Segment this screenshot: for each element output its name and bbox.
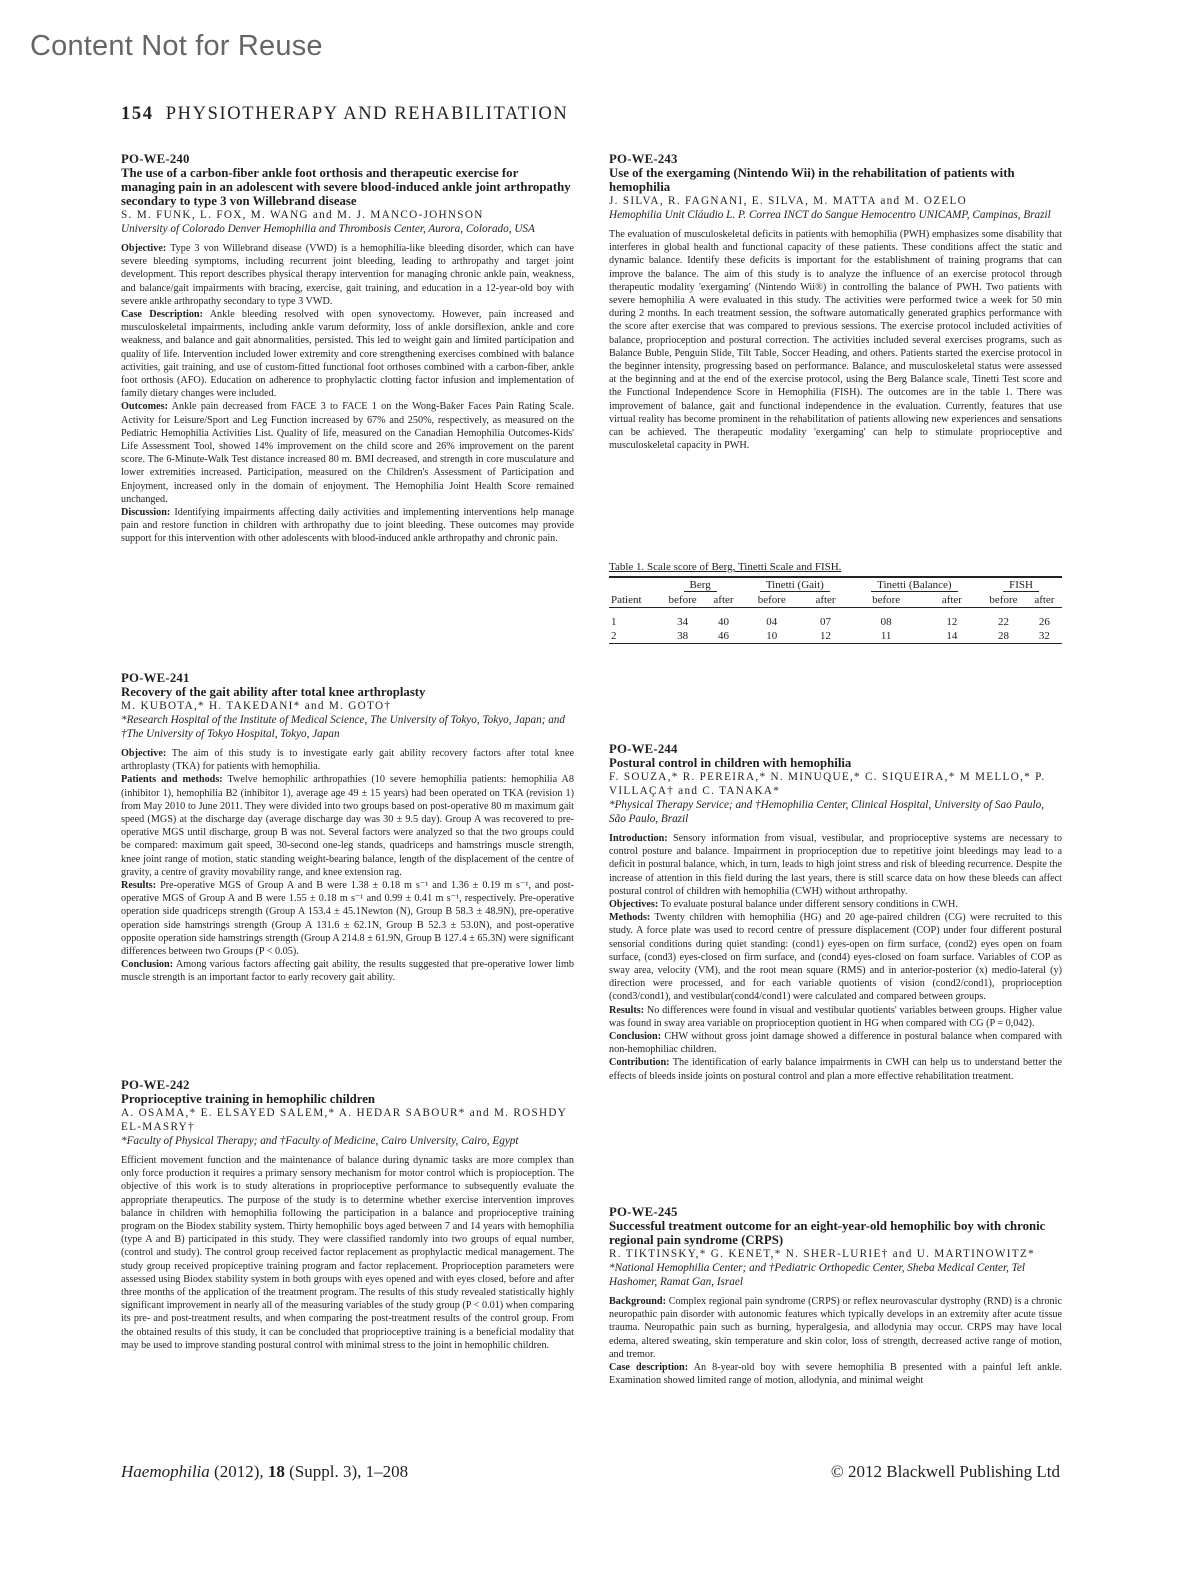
abstract-po-we-241 (121, 671, 574, 985)
journal-citation (121, 1462, 408, 1482)
column-header: before (741, 593, 802, 608)
group-header: Berg (684, 579, 717, 592)
section-label: Contribution: (609, 1057, 670, 1069)
table-cell: 12 (946, 616, 958, 628)
section-label: Conclusion: (121, 959, 174, 971)
abstract-po-we-245 (609, 1205, 1062, 1387)
table-caption: Table 1. Scale score of Berg, Tinetti Scale and FISH. (609, 561, 842, 573)
abstract-affiliation: Hemophilia Unit Cláudio L. P. Correa INCT do Sangue Hemocentro UNICAMP, Campinas, Brazil (609, 209, 1051, 221)
section-label: Case Description: (121, 309, 203, 321)
abstract-body (609, 832, 1062, 1083)
abstract-authors: F. SOUZA,* R. PEREIRA,* N. MINUQUE,* C. SIQUEIRA,* M MELLO,* P. VILLAÇA† and C. TANAKA* (609, 771, 1046, 797)
section-text: Pre-operative MGS of Group A and B were 1.38 ± 0.18 m s⁻¹ and 1.36 ± 0.19 m s⁻¹, and post-operative MGS of Group A and B were 1.55 ± 0.18 m s⁻¹ and 0.99 ± 0.41 m s⁻¹, respectively. Pre-operative operation side quadriceps strength (Group A 153.4 ± 45.1Newton (N), Group B 58.3 ± 48.9N), pre-operative operation side hamstrings strength (Group A 131.6 ± 62.1N, Group B 52.3 ± 53.0N), and post-operative opposite operation side hamstrings strength (Group A 214.8 ± 61.9N, Group B 127.4 ± 65.3N) were significant differences between two Groups (P < 0.05). (121, 880, 574, 958)
table-cell: 34 (677, 616, 689, 628)
journal-volume: 18 (267, 1462, 285, 1481)
abstract-paragraph (121, 879, 574, 958)
abstract-authors: M. KUBOTA,* H. TAKEDANI* and M. GOTO† (121, 700, 392, 712)
column-header: after (924, 593, 981, 608)
table-cell: 07 (820, 616, 832, 628)
running-head (121, 104, 568, 125)
section-text: Identifying impairments affecting daily activities and implementing interventions help manage pain and restore function in children with arthropathy due to joint bleeding. These outcomes may provide support for this intervention with other adolescents with blood-induced ankle arthropathy and chronic pain. (121, 507, 574, 545)
abstract-id: PO-WE-240 (121, 152, 190, 166)
abstract-po-we-240 (121, 152, 574, 546)
abstract-affiliation: *Physical Therapy Service; and †Hemophilia Center, Clinical Hospital, University of Sao Paulo, São Paulo, Brazil (609, 799, 1045, 825)
table-cell: 22 (997, 616, 1009, 628)
results-table (609, 561, 1062, 644)
abstract-title: The use of a carbon-fiber ankle foot orthosis and therapeutic exercise for managing pain in an adolescent with severe blood-induced ankle joint arthropathy secondary to type 3 von Willebrand disease (121, 166, 571, 208)
table-cell: 14 (924, 629, 981, 644)
journal-name: Haemophilia (121, 1462, 210, 1481)
abstract-id: PO-WE-244 (609, 742, 678, 756)
abstract-paragraph (609, 1056, 1062, 1082)
abstract-paragraph (609, 1295, 1062, 1361)
abstract-po-we-243 (609, 152, 1062, 452)
abstract-paragraph (121, 506, 574, 546)
abstract-body (609, 1295, 1062, 1387)
group-header: Tinetti (Balance) (871, 579, 957, 592)
abstract-paragraph (609, 228, 1062, 452)
section-label: Case description: (609, 1362, 689, 1374)
abstract-title: Proprioceptive training in hemophilic children (121, 1092, 376, 1106)
abstract-paragraph (609, 911, 1062, 1003)
table-cell: 28 (980, 629, 1027, 644)
section-text: The evaluation of musculoskeletal deficits in patients with hemophilia (PWH) emphasizes some disability that interferes in global health and functional capacity of these patients. These conditions affect the static and dynamic balance. Identify these deficits is important for the establishment of training programs that can improve the balance. The aim of this study is to analyze the influence of an exercise protocol through therapeutic modality 'exergaming' (Nintendo Wii®) in controlling the balance of PWH. Two patients with severe hemophilia A were evaluated in this study. The activities were performed twice a week for 50 min during 2 months. In each treatment session, the software automatically generated graphics performance with the score after exercise that was compared to previous sessions. The exercise protocol included activities of balance, proprioception and postural correction. The activities included several exercises programs, such as Balance Buble, Penguin Slide, Tilt Table, Soccer Heading, and others. Patients started the exercise protocol in the beginner intensity, progressing based on performance. Balance, and musculoskeletal status were assessed at the beginning and at the end of the exercise protocol, using the Berg Balance scale, Tinetti Test score and the Functional Independence Score in Hemophilia (FISH). The outcomes are in the table 1. There was improvement of balance, gait and functional independence in the evaluation. Currently, features that use virtual reality has become prominent in the rehabilitation of patients allowing new experiences and sensations can be achieved. The therapeutic modality 'exergaming' can help to stimulate proprioceptive and musculoskeletal capacity in PWH. (609, 229, 1062, 452)
abstract-affiliation: *Faculty of Physical Therapy; and †Faculty of Medicine, Cairo University, Cairo, Egypt (121, 1135, 519, 1147)
abstract-authors: A. OSAMA,* E. ELSAYED SALEM,* A. HEDAR SABOUR* and M. ROSHDY EL-MASRY† (121, 1107, 567, 1133)
abstract-po-we-244 (609, 742, 1062, 1083)
abstract-paragraph (121, 773, 574, 879)
abstract-id: PO-WE-241 (121, 671, 190, 685)
abstract-paragraph (121, 308, 574, 400)
page-number: 154 (121, 104, 154, 124)
column-header: before (980, 593, 1027, 608)
watermark: Content Not for Reuse (30, 30, 323, 62)
section-text: The aim of this study is to investigate early gait ability recovery factors after total knee arthroplasty (TKA) for patients with hemophilia. (121, 748, 574, 773)
group-header: FISH (1003, 579, 1039, 592)
section-label: Methods: (609, 912, 651, 924)
section-label: Results: (121, 880, 157, 892)
abstract-affiliation: University of Colorado Denver Hemophilia and Thrombosis Center, Aurora, Colorado, USA (121, 223, 535, 235)
table-cell: 04 (766, 616, 778, 628)
copyright: © 2012 Blackwell Publishing Ltd (830, 1462, 1060, 1481)
abstract-id: PO-WE-242 (121, 1078, 190, 1092)
group-header: Tinetti (Gait) (760, 579, 830, 592)
section-text: Efficient movement function and the maintenance of balance during dynamic tasks are more complex than only force production it requires a primary sensory mechanism for motor control which is propioception. The objective of this work is to study alterations in proprioceptive performance to subsequently evaluate the appropriate therapeutics. The purpose of the study is to determine whether exercise intervention improves balance in children with hemophilia following the participation in a balance and proprioceptive training program on the Biodex stability system. Thirty hemophilic boys aged between 7 and 14 years with hemophilia (type A and B) participated in this study. They were classified randomly into two groups of equal number, (control and study). The control group received factor replacement as prophylactic medical management. The study group received propiceptive training program and factor replacement. Proprioception parameters were assessed using Biodex stability system in both groups with eyes opened and with eyes closed, before and after three months of the application of the treatment program. The results of this study revealed statistically highly significant improvement in nearly all of the measuring variables of the study group (P < 0.01) when comparing its pre- and post-treatment results, and when comparing the post-treatment results of the control group. From the obtained results of this study, it can be concluded that proprioceptive training is a beneficial modality that may be used to improve standing postural control with minimal stress to the joint in hemophilic children. (121, 1155, 574, 1351)
table-row (609, 629, 1062, 644)
table-body (609, 608, 1062, 644)
abstract-paragraph (609, 1004, 1062, 1030)
section-text: Twenty children with hemophilia (HG) and 20 age-paired children (CG) were recruited to this study. A force plate was used to record centre of pressure displacement (COP) under four different postural sensorial conditions during quiet standing: (cond1) eyes-open on firm surface, (cond2) eyes open on foam surface, (cond3) eyes-closed on firm surface, and (cond4) eyes-closed on foam surface. Variables of COP as sway area, velocity (VM), and the root mean square (RMS) and in anterior-posterior (x) medio-lateral (y) direction were processed, and for each variable quotients of vision (cond2/cond1), proprioception (cond3/cond1), and vestibular(cond4/cond1) were calculated and compared between groups. (609, 912, 1062, 1003)
table-cell: 1 (611, 616, 617, 628)
section-text: Twelve hemophilic arthropathies (10 severe hemophilia patients: hemophilia A8 (inhibitor 1), hemophilia B2 (inhibitor 1), average age 49 ± 15 years) had been operated on TKA (revision 1) from May 2010 to June 2011. They were divided into two groups based on post-operative 80 m maximum gait speed (MGS) at the discharge day (average discharge day was 30 ± 9.5 day). Group A was recovered to pre-operative MGS until discharge, group B was not. Several factors were analyzed so that the two groups could be compared: maximum gait speed, 30-second one-leg stands, quadriceps and hamstrings muscle strength, knee joint range of motion, static standing weight-bearing balance, length of the displacement of the centre of gravity, a centre of gravity movability range, and knee extension rag. (121, 774, 574, 878)
section-label: Patients and methods: (121, 774, 223, 786)
abstract-affiliation: *Research Hospital of the Institute of Medical Science, The University of Tokyo, Tokyo, Japan; and †The University of Tokyo Hospital, Tokyo, Japan (121, 714, 565, 740)
abstract-paragraph (609, 1361, 1062, 1387)
abstract-title: Successful treatment outcome for an eight-year-old hemophilic boy with chronic regional pain syndrome (CRPS) (609, 1219, 1046, 1247)
table-cell: 2 (609, 629, 659, 644)
abstract-affiliation: *National Hemophilia Center; and †Pediatric Orthopedic Center, Sheba Medical Center, Tel Hashomer, Ramat Gan, Israel (609, 1262, 1025, 1288)
abstract-body (609, 228, 1062, 452)
section-text: Complex regional pain syndrome (CRPS) or reflex neurovascular dystrophy (RND) is a chronic neuropathic pain disorder with autonomic features which typically develops in an extremity after acute tissue trauma. Neuropathic pain such as burning, hyperalgesia, and allodynia may occur. CRPS may have local edema, altered sweating, skin temperature and skin color, loss of strength, decreased active range of motion, and tremor. (609, 1296, 1062, 1360)
table-cell: 38 (659, 629, 706, 644)
column-header: after (1027, 593, 1062, 608)
section-text: Sensory information from visual, vestibular, and proprioceptive systems are necessary to control posture and balance. Impairment in proprioception due to repetitive joint bleedings may lead to a deficit in postural balance, which, in turn, leads to high joint stress and risk of bleeding recurrence. Despite the increase of attention in this field during the last years, there is still scarce data on how these bleeds can affect postural control of children with hemophilia (CWH) without arthropathy. (609, 833, 1062, 897)
abstract-title: Recovery of the gait ability after total knee arthroplasty (121, 685, 426, 699)
section-text: CHW without gross joint damage showed a difference in postural balance when compared with non-hemophiliac children. (609, 1031, 1062, 1056)
table-row (609, 608, 1062, 630)
section-label: Conclusion: (609, 1031, 662, 1043)
column-header: after (706, 593, 741, 608)
journal-year: (2012), (209, 1462, 268, 1481)
journal-issue: (Suppl. 3), 1–208 (284, 1462, 409, 1481)
abstract-po-we-242 (121, 1078, 574, 1352)
section-label: Results: (609, 1004, 645, 1016)
section-label: Objective: (121, 243, 167, 254)
abstract-paragraph (609, 832, 1062, 898)
section-text: Ankle pain decreased from FACE 3 to FACE 1 on the Wong-Baker Faces Pain Rating Scale. Activity for Leisure/Sport and Leg Function increased by 67% and 250%, respectively, as measured on the Pediatric Hemophilia Activities List. Quality of life, measured on the Canadian Hemophilia Outcomes-Kids' Life Assessment Tool, showed 14% improvement on the child score and 26% improvement on the parent score. The 6-Minute-Walk Test distance increased 80 m. BMI decreased, and strength in core musculature and lower extremities increased. Participation, measured on the Children's Assessment of Participation and Enjoyment, increased only in the domain of enjoyment. The Hemophilia Joint Health Score remained unchanged. (121, 401, 574, 505)
abstract-paragraph (609, 1030, 1062, 1056)
section-text: The identification of early balance impairments in CWH can help us to understand better the effects of bleeds inside joints on postural control and plan a more effective rehabilitation treatment. (609, 1057, 1062, 1082)
abstract-paragraph (121, 747, 574, 773)
section-title: PHYSIOTHERAPY AND REHABILITATION (165, 104, 569, 124)
section-text: Ankle bleeding resolved with open synovectomy. However, pain increased and musculoskeletal impairments, including ankle varum deformity, loss of ankle dorsiflexion, ankle and core weakness, and balance and gait abnormalities, persisted. This led to weight gain and limited participation and quality of life. Intervention included lower extremity and core strengthening exercises combined with balance activities, gait training, and use of custom-fitted functional foot orthoses combined with a carbon-fiber, ankle foot orthosis (AFO). Education on adherence to prophylactic clotting factor infusion and implementation of family dietary changes were included. (121, 309, 574, 400)
table-cell: 40 (717, 616, 729, 628)
table-cell: 32 (1027, 629, 1062, 644)
abstract-title: Use of the exergaming (Nintendo Wii) in the rehabilitation of patients with hemophilia (609, 166, 1015, 194)
abstract-authors: R. TIKTINSKY,* G. KENET,* N. SHER-LURIE† and U. MARTINOWITZ* (609, 1248, 1035, 1260)
section-label: Introduction: (609, 833, 668, 844)
abstract-authors: S. M. FUNK, L. FOX, M. WANG and M. J. MANCO-JOHNSON (121, 209, 484, 221)
abstract-paragraph (121, 958, 574, 984)
column-header: before (659, 593, 706, 608)
section-label: Background: (609, 1296, 666, 1307)
table-cell: 26 (1038, 616, 1050, 628)
abstract-paragraph (121, 242, 574, 308)
abstract-id: PO-WE-243 (609, 152, 678, 166)
abstract-title: Postural control in children with hemophilia (609, 756, 852, 770)
section-text: Among various factors affecting gait ability, the results suggested that pre-operative lower limb muscle strength is an important factor to early recovery gait ability. (121, 959, 574, 984)
abstract-paragraph (121, 400, 574, 506)
column-header: after (802, 593, 848, 608)
section-text: To evaluate postural balance under different sensory conditions in CWH. (658, 899, 958, 911)
column-header: Patient (609, 593, 659, 608)
table-cell: 46 (706, 629, 741, 644)
column-header: before (849, 593, 924, 608)
section-label: Outcomes: (121, 401, 168, 413)
abstract-body (121, 1154, 574, 1352)
abstract-body (121, 747, 574, 985)
abstract-id: PO-WE-245 (609, 1205, 678, 1219)
section-text: No differences were found in visual and vestibular quotients' variables between groups. Higher value was found in sway area variable on proprioception quotient in HG when compared with CG (P = 0,042). (609, 1004, 1062, 1029)
abstract-body (121, 242, 574, 546)
table-cell: 08 (880, 616, 892, 628)
abstract-paragraph (121, 1154, 574, 1352)
section-label: Discussion: (121, 507, 171, 519)
abstract-paragraph (609, 898, 1062, 911)
section-text: An 8-year-old boy with severe hemophilia B presented with a painful left ankle. Examination showed limited range of motion, allodynia, and minimal weight (609, 1362, 1062, 1387)
section-label: Objective: (121, 748, 167, 759)
table-cell: 11 (849, 629, 924, 644)
table-cell: 12 (802, 629, 848, 644)
section-text: Type 3 von Willebrand disease (VWD) is a hemophilia-like bleeding disorder, which can have severe bleeding symptoms, including recurrent joint bleeding, leading to arthropathy and target joint development. This report describes physical therapy intervention for managing chronic ankle pain, weakness, and balance/gait impairments with bracing, exercise, gait training, and education in a 12-year-old boy with severe ankle arthropathy secondary to type 3 VWD. (121, 243, 574, 307)
abstract-authors: J. SILVA, R. FAGNANI, E. SILVA, M. MATTA and M. OZELO (609, 195, 968, 207)
section-label: Objectives: (609, 899, 659, 911)
table-cell: 10 (741, 629, 802, 644)
